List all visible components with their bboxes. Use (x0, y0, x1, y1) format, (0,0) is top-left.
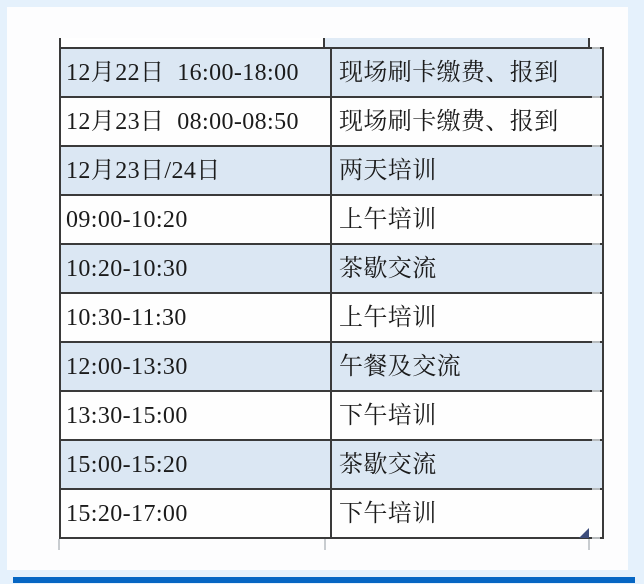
content-panel (7, 7, 628, 570)
border-extension-artifact (592, 47, 600, 541)
partial-cell-left (61, 38, 325, 47)
time-cell: 10:30-11:30 (60, 293, 331, 342)
time-cell: 13:30-15:00 (60, 391, 331, 440)
table-row (60, 244, 603, 293)
partial-cell-right (325, 38, 588, 47)
bottom-divider (13, 577, 635, 583)
time-cell: 15:20-17:00 (60, 489, 331, 538)
partial-row (59, 38, 590, 47)
time-cell: 12月23日 08:00-08:50 (60, 97, 331, 146)
activity-cell: 下午培训 (331, 489, 603, 538)
time-cell: 12月22日 16:00-18:00 (60, 48, 331, 97)
activity-cell: 现场刷卡缴费、报到 (331, 97, 603, 146)
table-row (60, 440, 603, 489)
activity-cell: 茶歇交流 (331, 440, 603, 489)
table-row (60, 97, 603, 146)
table-row (60, 48, 603, 97)
activity-cell: 下午培训 (331, 391, 603, 440)
schedule-grid (59, 47, 604, 539)
time-cell: 15:00-15:20 (60, 440, 331, 489)
activity-cell: 两天培训 (331, 146, 603, 195)
activity-cell: 午餐及交流 (331, 342, 603, 391)
table-row (60, 391, 603, 440)
table-row (60, 146, 603, 195)
table-row (60, 195, 603, 244)
border-extension-artifact (588, 539, 590, 550)
schedule-table (59, 38, 590, 539)
activity-cell: 上午培训 (331, 293, 603, 342)
table-row (60, 293, 603, 342)
resize-handle-icon[interactable] (579, 528, 589, 538)
border-extension-artifact (324, 539, 326, 550)
time-cell: 12:00-13:30 (60, 342, 331, 391)
table-row (60, 489, 603, 538)
activity-cell: 现场刷卡缴费、报到 (331, 48, 603, 97)
border-extension-artifact (58, 539, 60, 550)
activity-cell: 茶歇交流 (331, 244, 603, 293)
time-cell: 12月23日/24日 (60, 146, 331, 195)
time-cell: 10:20-10:30 (60, 244, 331, 293)
activity-cell: 上午培训 (331, 195, 603, 244)
table-row (60, 342, 603, 391)
time-cell: 09:00-10:20 (60, 195, 331, 244)
